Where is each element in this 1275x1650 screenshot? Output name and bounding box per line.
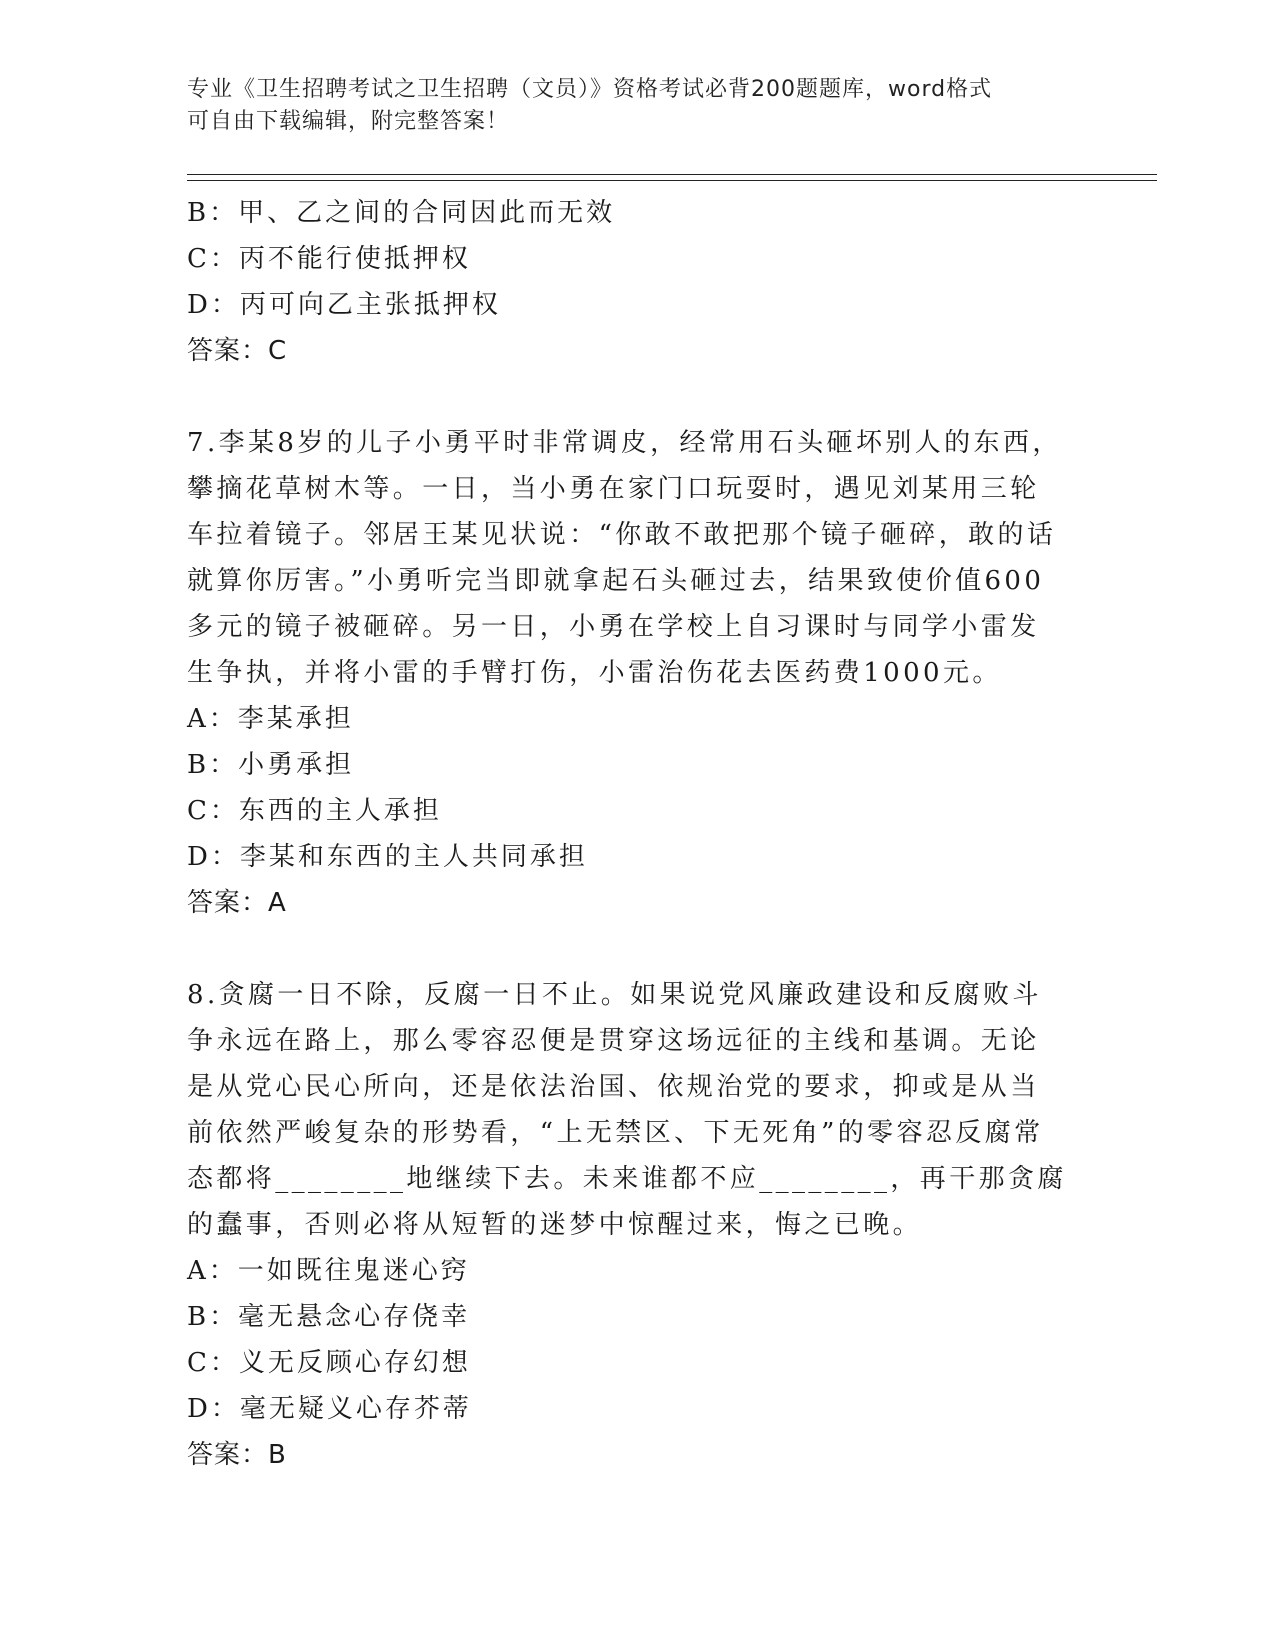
question-8: [187, 972, 1067, 1478]
document-body: [187, 190, 1067, 1478]
question-6-fragment: [187, 190, 1067, 374]
header-line-1: 专业《卫生招聘考试之卫生招聘（文员）》资格考试必背200题题库，word格式: [187, 77, 993, 102]
q7-answer: 答案：A: [187, 888, 287, 918]
q7-stem: 7.李某8岁的儿子小勇平时非常调皮，经常用石头砸坏别人的东西，攀摘花草树木等。一日，当小勇在家门口玩耍时，遇见刘某用三轮车拉着镜子。邻居王某见状说：“你敢不敢把那个镜子砸碎，敢的话就算你厉害。”小勇听完当即就拿起石头砸过去，结果致使价值600多元的镜子被砸碎。另一日，小勇在学校上自习课时与同学小雷发生争执，并将小雷的手臂打伤，小雷治伤花去医药费1000元。: [187, 428, 1062, 688]
question-7: [187, 420, 1067, 926]
q8-option-c: C：义无反顾心存幻想: [187, 1348, 471, 1378]
q7-option-a: A：李某承担: [187, 704, 354, 734]
spacer: [187, 926, 1067, 972]
q6-answer: 答案：C: [187, 336, 288, 366]
q8-option-b: B：毫无悬念心存侥幸: [187, 1302, 471, 1332]
q6-option-c: C：丙不能行使抵押权: [187, 244, 471, 274]
q8-stem: 8.贪腐一日不除，反腐一日不止。如果说党风廉政建设和反腐败斗争永远在路上，那么零容忍便是贯穿这场远征的主线和基调。无论是从党心民心所向，还是依法治国、依规治党的要求，抑或是从当前依然严峻复杂的形势看，“上无禁区、下无死角”的零容忍反腐常态都将________地继续下去。未来谁都不应________，再干那贪腐的蠢事，否则必将从短暂的迷梦中惊醒过来，悔之已晚。: [187, 980, 1067, 1240]
q7-option-b: B：小勇承担: [187, 750, 355, 780]
q6-option-b: B：甲、乙之间的合同因此而无效: [187, 198, 616, 228]
header-line-2: 可自由下载编辑，附完整答案！: [187, 109, 510, 134]
q7-option-c: C：东西的主人承担: [187, 796, 442, 826]
q8-option-d: D：毫无疑义心存芥蒂: [187, 1394, 472, 1424]
q8-option-a: A：一如既往鬼迷心窍: [187, 1256, 470, 1286]
header-divider-top: [187, 174, 1157, 175]
header-divider-bottom: [187, 180, 1157, 181]
q6-option-d: D：丙可向乙主张抵押权: [187, 290, 501, 320]
page-header: [187, 74, 1087, 138]
spacer: [187, 374, 1067, 420]
q8-answer: 答案：B: [187, 1440, 287, 1470]
q7-option-d: D：李某和东西的主人共同承担: [187, 842, 588, 872]
